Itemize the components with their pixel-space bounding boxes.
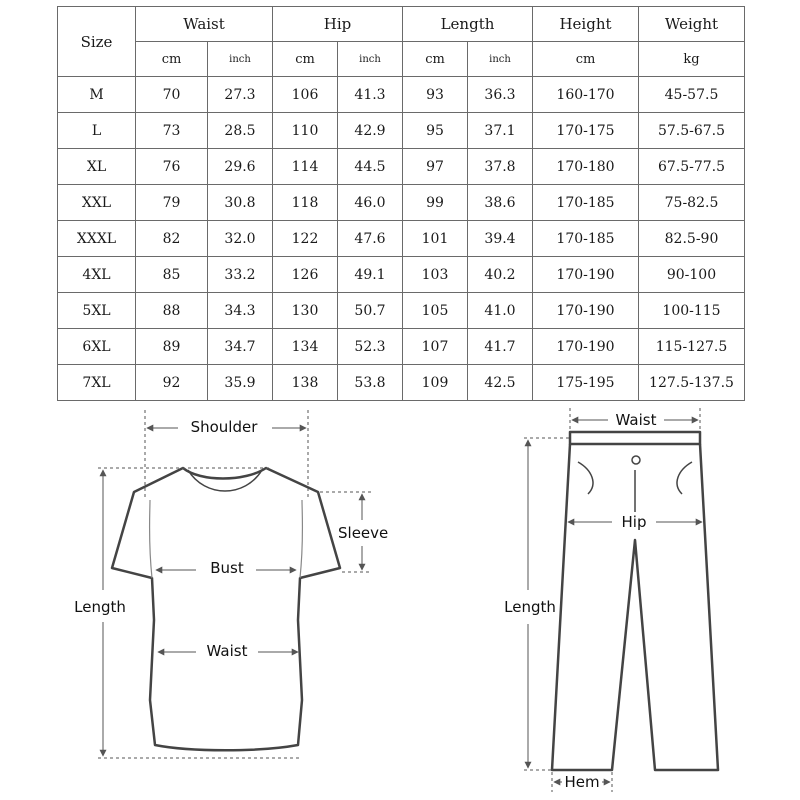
value-cell: 35.9 xyxy=(208,365,273,401)
pants-waist-label: Waist xyxy=(615,411,657,429)
value-cell: 114 xyxy=(273,149,338,185)
hip-header: Hip xyxy=(273,7,403,42)
value-cell: 82.5-90 xyxy=(639,221,745,257)
unit-cell: inch xyxy=(338,42,403,77)
value-cell: 37.1 xyxy=(468,113,533,149)
value-cell: 138 xyxy=(273,365,338,401)
hem-label: Hem xyxy=(564,773,600,791)
value-cell: 99 xyxy=(403,185,468,221)
hip-label: Hip xyxy=(621,513,647,531)
value-cell: 85 xyxy=(136,257,208,293)
value-cell: 40.2 xyxy=(468,257,533,293)
shirt-length-label: Length xyxy=(74,598,126,616)
value-cell: 67.5-77.5 xyxy=(639,149,745,185)
value-cell: 41.0 xyxy=(468,293,533,329)
shirt-waist-label: Waist xyxy=(206,642,248,660)
unit-cell: inch xyxy=(468,42,533,77)
value-cell: 95 xyxy=(403,113,468,149)
value-cell: 92 xyxy=(136,365,208,401)
value-cell: 75-82.5 xyxy=(639,185,745,221)
value-cell: 109 xyxy=(403,365,468,401)
value-cell: 36.3 xyxy=(468,77,533,113)
size-cell: M xyxy=(58,77,136,113)
value-cell: 34.3 xyxy=(208,293,273,329)
value-cell: 47.6 xyxy=(338,221,403,257)
value-cell: 57.5-67.5 xyxy=(639,113,745,149)
size-cell: L xyxy=(58,113,136,149)
height-header: Height xyxy=(533,7,639,42)
value-cell: 27.3 xyxy=(208,77,273,113)
value-cell: 41.7 xyxy=(468,329,533,365)
value-cell: 97 xyxy=(403,149,468,185)
value-cell: 170-190 xyxy=(533,329,639,365)
value-cell: 170-190 xyxy=(533,293,639,329)
unit-cell: kg xyxy=(639,42,745,77)
value-cell: 34.7 xyxy=(208,329,273,365)
unit-cell: cm xyxy=(273,42,338,77)
value-cell: 100-115 xyxy=(639,293,745,329)
value-cell: 41.3 xyxy=(338,77,403,113)
value-cell: 42.5 xyxy=(468,365,533,401)
value-cell: 160-170 xyxy=(533,77,639,113)
value-cell: 106 xyxy=(273,77,338,113)
value-cell: 90-100 xyxy=(639,257,745,293)
value-cell: 29.6 xyxy=(208,149,273,185)
bust-label: Bust xyxy=(210,559,244,577)
size-header: Size xyxy=(58,7,136,77)
value-cell: 70 xyxy=(136,77,208,113)
sleeve-label: Sleeve xyxy=(338,524,389,542)
value-cell: 88 xyxy=(136,293,208,329)
value-cell: 126 xyxy=(273,257,338,293)
size-cell: XXL xyxy=(58,185,136,221)
length-header: Length xyxy=(403,7,533,42)
pants-icon xyxy=(552,432,718,770)
value-cell: 130 xyxy=(273,293,338,329)
value-cell: 105 xyxy=(403,293,468,329)
value-cell: 175-195 xyxy=(533,365,639,401)
value-cell: 28.5 xyxy=(208,113,273,149)
value-cell: 118 xyxy=(273,185,338,221)
unit-cell: cm xyxy=(136,42,208,77)
t-shirt-icon xyxy=(112,468,340,750)
size-cell: 5XL xyxy=(58,293,136,329)
size-cell: 6XL xyxy=(58,329,136,365)
value-cell: 46.0 xyxy=(338,185,403,221)
value-cell: 170-190 xyxy=(533,257,639,293)
shoulder-label: Shoulder xyxy=(190,418,258,436)
value-cell: 134 xyxy=(273,329,338,365)
value-cell: 39.4 xyxy=(468,221,533,257)
value-cell: 89 xyxy=(136,329,208,365)
value-cell: 101 xyxy=(403,221,468,257)
value-cell: 76 xyxy=(136,149,208,185)
value-cell: 32.0 xyxy=(208,221,273,257)
value-cell: 44.5 xyxy=(338,149,403,185)
weight-header: Weight xyxy=(639,7,745,42)
size-cell: XL xyxy=(58,149,136,185)
value-cell: 45-57.5 xyxy=(639,77,745,113)
size-cell: 4XL xyxy=(58,257,136,293)
size-cell: XXXL xyxy=(58,221,136,257)
pants-length-label: Length xyxy=(504,598,556,616)
value-cell: 115-127.5 xyxy=(639,329,745,365)
unit-cell: cm xyxy=(403,42,468,77)
size-cell: 7XL xyxy=(58,365,136,401)
value-cell: 170-185 xyxy=(533,221,639,257)
value-cell: 110 xyxy=(273,113,338,149)
value-cell: 53.8 xyxy=(338,365,403,401)
value-cell: 30.8 xyxy=(208,185,273,221)
value-cell: 38.6 xyxy=(468,185,533,221)
value-cell: 170-185 xyxy=(533,185,639,221)
value-cell: 42.9 xyxy=(338,113,403,149)
value-cell: 50.7 xyxy=(338,293,403,329)
value-cell: 107 xyxy=(403,329,468,365)
value-cell: 49.1 xyxy=(338,257,403,293)
value-cell: 170-180 xyxy=(533,149,639,185)
value-cell: 73 xyxy=(136,113,208,149)
value-cell: 79 xyxy=(136,185,208,221)
waist-header: Waist xyxy=(136,7,273,42)
value-cell: 170-175 xyxy=(533,113,639,149)
value-cell: 52.3 xyxy=(338,329,403,365)
unit-cell: inch xyxy=(208,42,273,77)
value-cell: 33.2 xyxy=(208,257,273,293)
value-cell: 122 xyxy=(273,221,338,257)
value-cell: 103 xyxy=(403,257,468,293)
unit-cell: cm xyxy=(533,42,639,77)
value-cell: 93 xyxy=(403,77,468,113)
value-cell: 82 xyxy=(136,221,208,257)
value-cell: 37.8 xyxy=(468,149,533,185)
value-cell: 127.5-137.5 xyxy=(639,365,745,401)
